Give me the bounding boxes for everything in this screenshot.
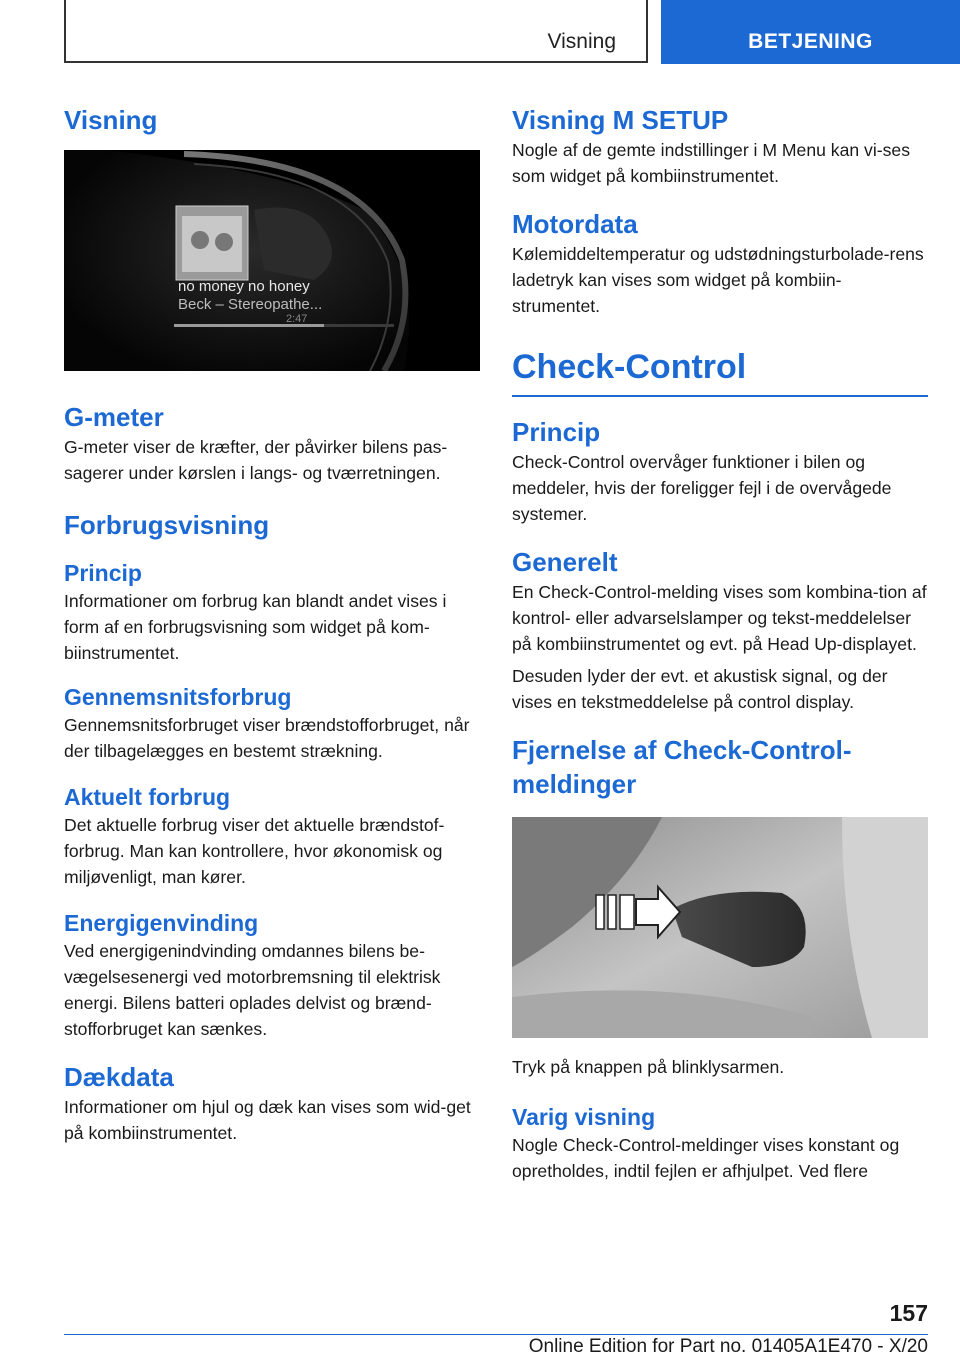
energigenvinding-text: Ved energigenindvinding omdannes bilens be-vægelsesenergi ved motorbremsning til elektrisk energi. Bilens batteri oplades delvist og brænd-stofforbruget kan sænkes.: [64, 941, 441, 1039]
heading-motordata: Motordata: [512, 209, 638, 239]
section-rule: [512, 395, 928, 397]
edition-text: Online Edition for Part no. 01405A1E470 - X/20: [528, 1336, 928, 1357]
right-column: [512, 100, 928, 1184]
heading-generelt: Generelt: [512, 547, 618, 577]
song-title: no money no honey: [178, 278, 310, 295]
heading-visning: Visning: [64, 105, 158, 135]
instrument-cluster-figure: [64, 150, 480, 371]
cluster-illustration: [64, 150, 480, 371]
chapter-tab: [661, 0, 960, 64]
motordata-text: Kølemiddeltemperatur og udstødningsturbolade-rens ladetryk kan vises som widget på kombiin-strumentet.: [512, 244, 924, 316]
heading-varig-visning: Varig visning: [512, 1104, 656, 1130]
song-time: 2:47: [286, 313, 308, 325]
section-label: Visning: [547, 30, 616, 53]
song-artist: Beck – Stereopathe...: [178, 296, 323, 313]
heading-princip-left: Princip: [64, 560, 142, 586]
princip-right-text: Check-Control overvåger funktioner i bilen og meddeler, hvis der foreligger fejl i de overvågede systemer.: [512, 452, 892, 524]
heading-daekdata: Dækdata: [64, 1062, 174, 1092]
generelt-text-2: Desuden lyder der evt. et akustisk signal, og der vises en tekstmeddelelse på control display.: [512, 666, 888, 712]
page-number: 157: [889, 1300, 928, 1326]
lever-illustration: [512, 817, 928, 1038]
page-header: [0, 0, 960, 66]
left-column: [64, 100, 480, 1146]
gmeter-text: G-meter viser de kræfter, der påvirker bilens pas-sagerer under kørslen i langs- og tværretningen.: [64, 437, 448, 483]
heading-energigenvinding: Energigenvinding: [64, 910, 259, 936]
heading-gennemsnitsforbrug: Gennemsnitsforbrug: [64, 684, 292, 710]
heading-visning-m-setup: Visning M SETUP: [512, 105, 729, 135]
section-tab: [64, 0, 648, 63]
heading-aktuelt-forbrug: Aktuelt forbrug: [64, 784, 231, 810]
heading-forbrugsvisning: Forbrugsvisning: [64, 510, 270, 540]
chapter-label: BETJENING: [748, 30, 873, 53]
footer-rule: [64, 1334, 928, 1335]
aktuelt-forbrug-text: Det aktuelle forbrug viser det aktuelle brændstof-forbrug. Man kan kontrollere, hvor økonomisk og miljøvenligt, man kører.: [64, 815, 445, 887]
heading-gmeter: G-meter: [64, 402, 164, 432]
generelt-text-1: En Check-Control-melding vises som kombina-tion af kontrol- eller advarselslamper og tekst-meddelelser på kombiinstrumentet og evt. på Head Up-displayet.: [512, 582, 927, 654]
turn-signal-lever-figure: [512, 817, 928, 1038]
figure-caption: Tryk på knappen på blinklysarmen.: [512, 1057, 785, 1077]
heading-check-control: Check-Control: [512, 348, 747, 386]
daekdata-text: Informationer om hjul og dæk kan vises som wid-get på kombiinstrumentet.: [64, 1097, 471, 1143]
gennemsnitsforbrug-text: Gennemsnitsforbruget viser brændstofforbruget, når der tilbagelægges en bestemt strækning.: [64, 715, 470, 761]
heading-princip-right: Princip: [512, 417, 601, 447]
m-setup-text: Nogle af de gemte indstillinger i M Menu kan vi-ses som widget på kombiinstrumentet.: [512, 140, 910, 186]
varig-visning-text: Nogle Check-Control-meldinger vises konstant og opretholdes, indtil fejlen er afhjulpet. Ved flere: [512, 1135, 900, 1181]
princip-left-text: Informationer om forbrug kan blandt andet vises i form af en forbrugsvisning som widget på kom-biinstrumentet.: [64, 591, 447, 663]
heading-fjernelse: Fjernelse af Check-Control-meldinger: [512, 735, 852, 799]
